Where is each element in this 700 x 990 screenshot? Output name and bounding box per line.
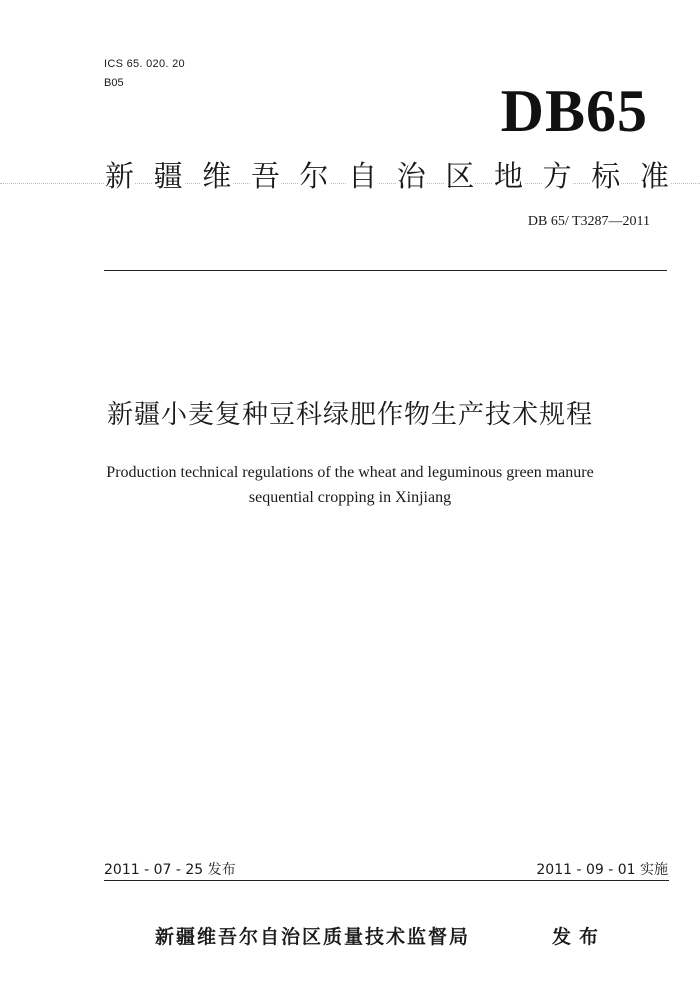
standard-number: DB 65/ T3287—2011 [527, 214, 650, 229]
standard-type-char: 尔 [299, 156, 330, 196]
title-english-line1: Production technical regulations of the wheat and leguminous green manure [106, 464, 594, 481]
standard-type-char: 地 [493, 156, 524, 196]
header-rule [104, 270, 667, 271]
standard-type-char: 疆 [153, 156, 184, 196]
standard-logo: DB65 [500, 78, 648, 144]
implement-date: 2011 - 09 - 01 实施 [536, 862, 668, 878]
standard-type-char: 自 [347, 156, 378, 196]
issue-label: 发布 [552, 926, 607, 948]
title-english [60, 460, 640, 510]
footer-rule [104, 880, 669, 881]
standard-type-heading [104, 156, 670, 196]
publish-date: 2011 - 07 - 25 发布 [104, 862, 236, 878]
standard-type-char: 标 [590, 156, 621, 196]
standard-type-char: 维 [201, 156, 232, 196]
title-english-line2: sequential cropping in Xinjiang [248, 489, 452, 506]
title-chinese: 新疆小麦复种豆科绿肥作物生产技术规程 [106, 400, 593, 430]
standard-type-char: 方 [542, 156, 573, 196]
standard-type-char: 准 [639, 156, 670, 196]
ics-code: ICS 65. 020. 20 [104, 58, 185, 70]
standard-type-char: 区 [444, 156, 475, 196]
issuing-authority: 新疆维吾尔自治区质量技术监督局 [155, 926, 471, 948]
standard-type-char: 治 [396, 156, 427, 196]
standard-type-char: 新 [104, 156, 135, 196]
standard-type-char: 吾 [250, 156, 281, 196]
ccs-code: B05 [104, 77, 124, 89]
